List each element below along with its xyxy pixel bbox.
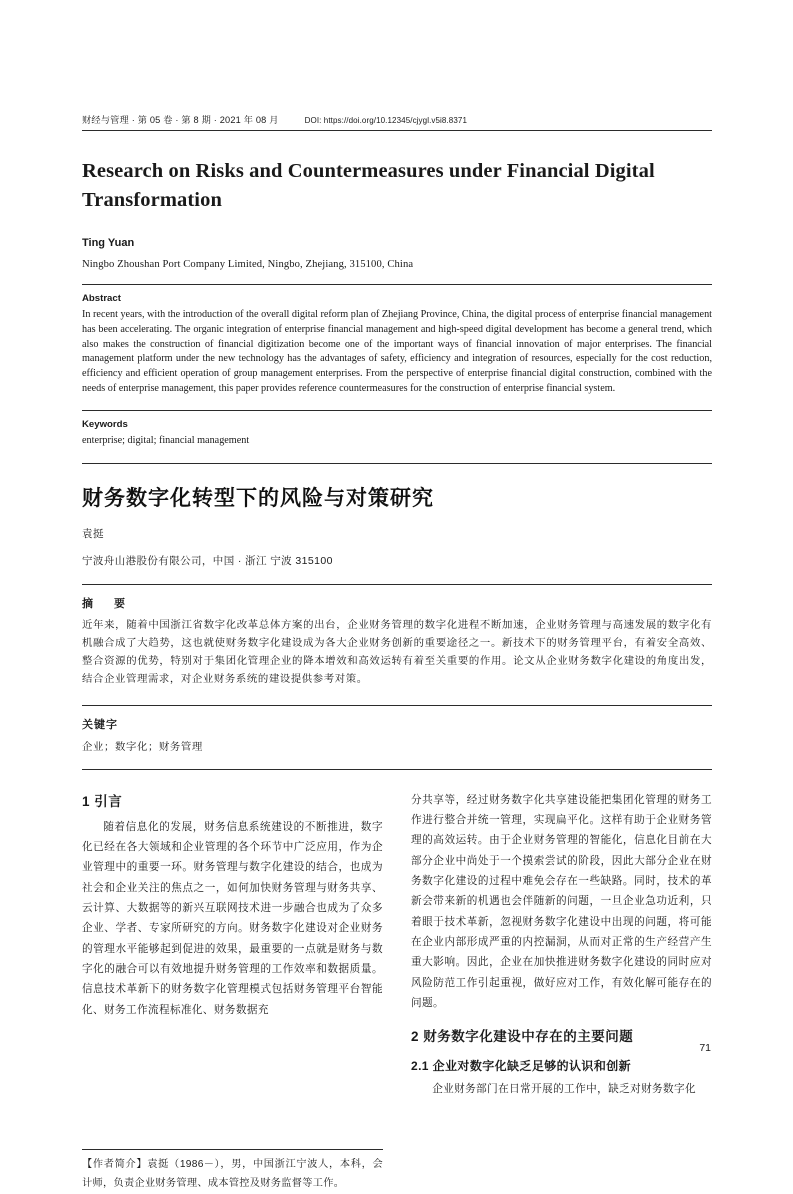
chinese-title: 财务数字化转型下的风险与对策研究 bbox=[82, 487, 434, 511]
chinese-abstract: 近年来，随着中国浙江省数字化改革总体方案的出台，企业财务管理的数字化进程不断加速，企业财务管理与高速发展的数字化有机融合成了大趋势，这也就使财务数字化建设成为各大企业财务创新的重要途径之一。新技术下的财务管理平台，有着安全高效、整合资源的优势，特别对于集团化管理企业的降本增效和高效运转有着至关重要的作用。论文从企业财务数字化建设的角度出发，结合企业管理需求，对企业财务系统的建设提供参考对策。 bbox=[82, 620, 712, 685]
chinese-author: 袁挺 bbox=[82, 528, 104, 541]
footnote-text: 【作者简介】袁挺（1986－），男，中国浙江宁波人，本科，会计师，负责企业财务管理、成本管控及财务监督等工作。 bbox=[82, 1158, 383, 1189]
chinese-abstract-label: 摘 要 bbox=[82, 584, 712, 611]
body-columns bbox=[82, 790, 712, 1194]
footnote-divider bbox=[82, 1149, 383, 1150]
section-2-1-paragraph-1: 企业财务部门在日常开展的工作中，缺乏对财务数字化 bbox=[432, 1083, 697, 1096]
author-bio-footnote bbox=[82, 1149, 383, 1194]
english-abstract: In recent years, with the introduction of the overall digital reform plan of Zhejiang Province, China, the digital process of enterprise financial management has been accelerating. The organic integration of enterprise financial management and high-speed digital development has become a general trend, which also makes the construction of financial digitization become one of the important ways of financial innovation of major enterprises. The financial management platform under the new technology has the advantages of safety, efficiency and integration of resources, especially for the cost reduction, efficiency and efficient operation of group management enterprises. From the perspective of enterprise financial digital construction, combined with the needs of enterprise management, this paper provides reference countermeasures for the construction of enterprise financial system. bbox=[82, 309, 712, 394]
section-1-heading: 1 引言 bbox=[82, 793, 123, 809]
chinese-keywords: 企业；数字化；财务管理 bbox=[82, 741, 203, 753]
journal-info: 财经与管理 · 第 05 卷 · 第 8 期 · 2021 年 08 月 bbox=[82, 115, 279, 125]
english-keywords: enterprise; digital; financial management bbox=[82, 435, 250, 447]
divider-chinese-body bbox=[82, 769, 712, 770]
page-content bbox=[82, 112, 712, 1194]
column-left bbox=[82, 790, 383, 1194]
abstract-label: Abstract bbox=[82, 284, 712, 304]
section-2-1-heading: 2.1 企业对数字化缺乏足够的认识和创新 bbox=[411, 1059, 632, 1074]
running-head bbox=[82, 112, 712, 131]
english-author: Ting Yuan bbox=[82, 237, 135, 250]
column-right bbox=[411, 790, 712, 1194]
chinese-affiliation: 宁波舟山港股份有限公司，中国 · 浙江 宁波 315100 bbox=[82, 555, 333, 568]
page-number: 71 bbox=[699, 1042, 711, 1054]
divider-english-chinese bbox=[82, 463, 712, 464]
chinese-keywords-label: 关键字 bbox=[82, 705, 712, 732]
section-1-paragraph-2: 分共享等，经过财务数字化共享建设能把集团化管理的财务工作进行整合并统一管理，实现扁平化。这样有助于企业财务管理的高效运转。由于企业财务管理的智能化，信息化目前在大部分企业中尚处于一个摸索尝试的阶段，因此大部分企业在财务数字化建设的过程中难免会存在一些缺路。同时，技术的革新会带来新的机遇也会伴随新的问题，一旦企业急功近利，只着眼于技术革新，忽视财务数字化建设中出现的问题，将可能在企业内部形成严重的内控漏洞，从而对正常的生产经营产生重大影响。因此，企业在加快推进财务数字化建设的同时应对风险防范工作引起重视，做好应对工作，有效化解可能存在的问题。 bbox=[411, 793, 712, 1009]
doi-text[interactable]: DOI: https://doi.org/10.12345/cjygl.v5i8.8371 bbox=[304, 116, 467, 125]
section-2-heading: 2 财务数字化建设中存在的主要问题 bbox=[411, 1029, 634, 1045]
english-title: Research on Risks and Countermeasures under Financial Digital Transformation bbox=[82, 160, 655, 212]
chinese-block bbox=[82, 482, 712, 753]
section-1-paragraph-1: 随着信息化的发展，财务信息系统建设的不断推进，数字化已经在各大领域和企业管理的各个环节中广泛应用，作为企业管理中的重要一环。财务管理与数字化建设的结合，也成为社会和企业关注的焦点之一，如何加快财务管理与财务共享、云计算、大数据等的新兴互联网技术进一步融合也成为了众多企业、学者、专家所研究的方向。财务数字化建设对企业财务的管理水平能够起到促进的效果，最重要的一点就是财务与数字化的融合可以有效地提升财务管理的工作效率和数据质量。信息技术革新下的财务数字化管理模式包括财务管理平台智能化、财务工作流程标准化、财务数据充 bbox=[82, 820, 383, 1016]
keywords-label: Keywords bbox=[82, 410, 712, 430]
english-affiliation: Ningbo Zhoushan Port Company Limited, Ningbo, Zhejiang, 315100, China bbox=[82, 259, 414, 271]
